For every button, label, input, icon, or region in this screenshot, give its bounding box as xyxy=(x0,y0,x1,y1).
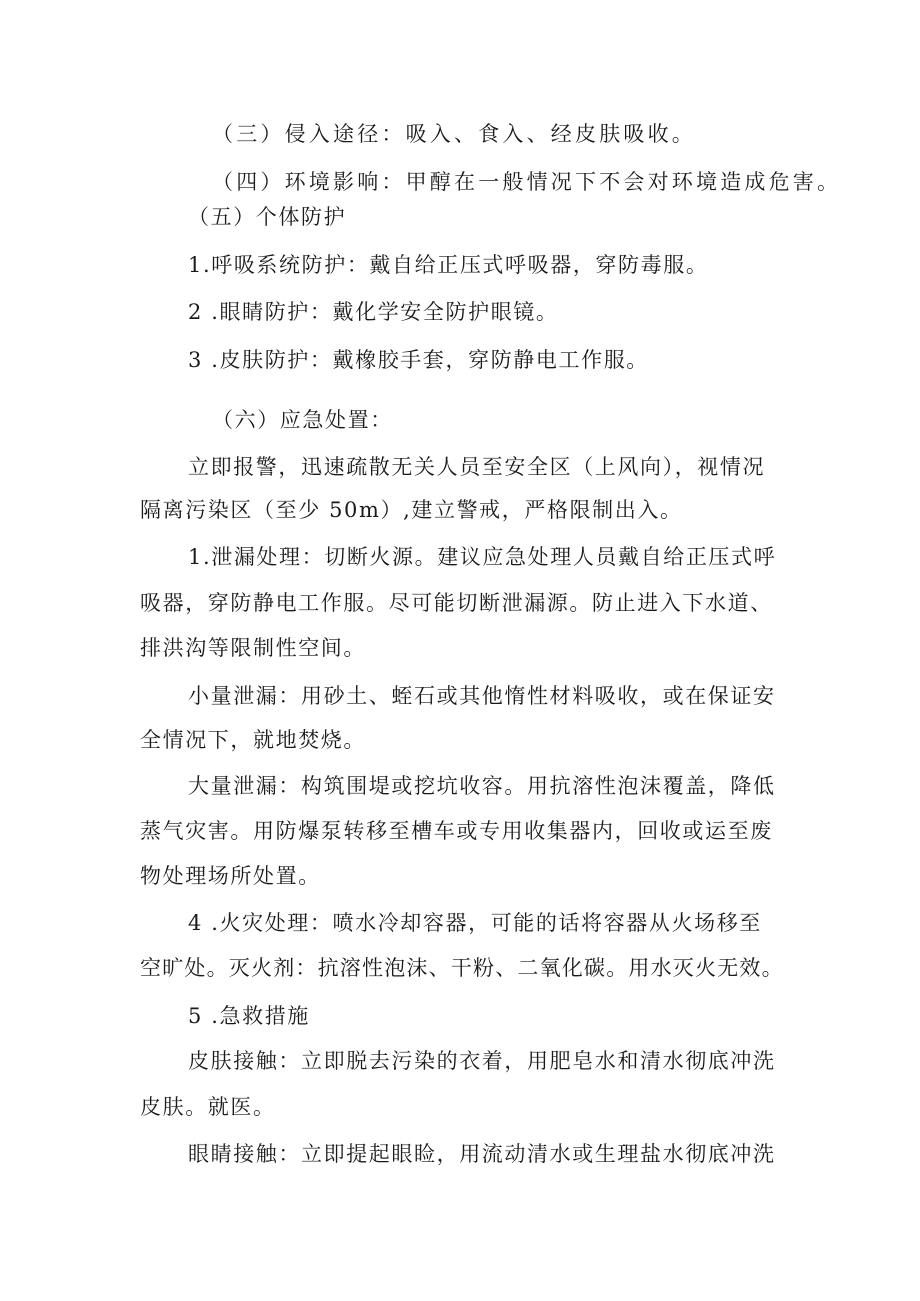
first-aid-heading: 5 .急救措施 xyxy=(188,1004,310,1028)
large-leak-line-2: 蒸气灾害。用防爆泵转移至槽车或专用收集器内，回收或运至废 xyxy=(140,819,773,843)
personal-protection-heading: （五）个体防护 xyxy=(188,205,347,229)
leak-handling-line-1: 1.泄漏处理：切断火源。建议应急处理人员戴自给正压式呼 xyxy=(188,545,777,569)
emergency-intro-line-1: 立即报警，迅速疏散无关人员至安全区（上风向），视情况 xyxy=(188,455,766,479)
protection-item-eyes: 2 .眼睛防护：戴化学安全防护眼镜。 xyxy=(188,300,559,324)
small-leak-line-2: 全情况下，就地焚烧。 xyxy=(140,728,366,752)
large-leak-line-1: 大量泄漏：构筑围堤或挖坑收容。用抗溶性泡沫覆盖，降低 xyxy=(188,774,776,798)
emergency-intro-line-2: 隔离污染区（至少 50m）,建立警戒，严格限制出入。 xyxy=(140,498,683,522)
leak-handling-line-3: 排洪沟等限制性空间。 xyxy=(140,636,366,660)
section-intake-route: （三）侵入途径：吸入、食入、经皮肤吸收。 xyxy=(212,122,696,146)
leak-handling-line-2: 吸器，穿防静电工作服。尽可能切断泄漏源。防止进入下水道、 xyxy=(140,591,773,615)
protection-item-skin: 3 .皮肤防护：戴橡胶手套，穿防静电工作服。 xyxy=(188,348,649,372)
skin-contact-line-2: 皮肤。就医。 xyxy=(140,1095,276,1119)
emergency-heading: （六）应急处置： xyxy=(212,408,393,432)
small-leak-line-1: 小量泄漏：用砂土、蛭石或其他惰性材料吸收，或在保证安 xyxy=(188,684,776,708)
protection-item-respiratory: 1.呼吸系统防护：戴自给正压式呼吸器，穿防毒服。 xyxy=(188,253,709,277)
fire-handling-line-2: 空旷处。灭火剂：抗溶性泡沫、干粉、二氧化碳。用水灭火无效。 xyxy=(140,956,784,980)
eye-contact-line-1: 眼睛接触：立即提起眼睑，用流动清水或生理盐水彻底冲洗 xyxy=(188,1142,776,1166)
skin-contact-line-1: 皮肤接触：立即脱去污染的衣着，用肥皂水和清水彻底冲洗 xyxy=(188,1049,776,1073)
large-leak-line-3: 物处理场所处置。 xyxy=(140,864,321,888)
section-environment: （四）环境影响：甲醇在一般情况下不会对环境造成危害。 xyxy=(212,170,842,194)
fire-handling-line-1: 4 .火灾处理：喷水冷却容器，可能的话将容器从火场移至 xyxy=(188,911,762,935)
